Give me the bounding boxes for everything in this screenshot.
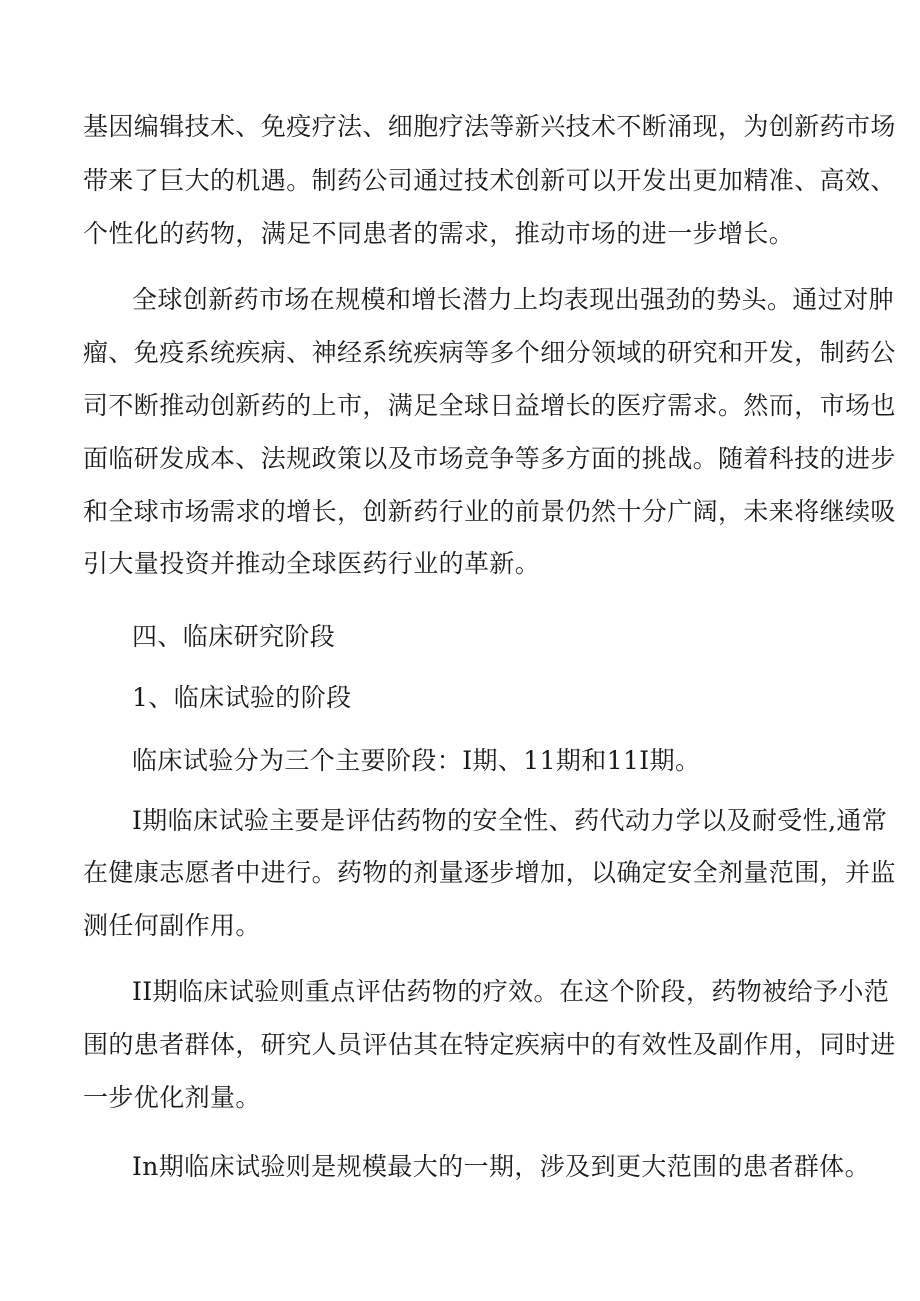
section-heading: 四、临床研究阶段 [132, 622, 336, 651]
paragraph-line: 引大量投资并推动全球医药行业的革新。 [83, 549, 541, 578]
paragraph-line: I期临床试验主要是评估药物的安全性、药代动力学以及耐受性,通常 [132, 806, 888, 835]
paragraph-line: 一步优化剂量。 [83, 1083, 261, 1112]
paragraph-line: 围的患者群体，研究人员评估其在特定疾病中的有效性及副作用，同时进 [83, 1030, 896, 1059]
paragraph-line: 司不断推动创新药的上市，满足全球日益增长的医疗需求。然而，市场也 [83, 391, 896, 420]
paragraph-6: In期临床试验则是规模最大的一期，涉及到更大范围的患者群体。 [132, 1152, 870, 1181]
paragraph-line: 带来了巨大的机遇。制药公司通过技术创新可以开发出更加精准、高效、 [83, 166, 896, 195]
paragraph-line: II期临床试验则重点评估药物的疗效。在这个阶段，药物被给予小范 [132, 977, 890, 1006]
subsection-heading: 1、临床试验的阶段 [132, 683, 352, 712]
paragraph-line: 和全球市场需求的增长，创新药行业的前景仍然十分广阔，未来将继续吸 [83, 497, 896, 526]
paragraph-line: 个性化的药物，满足不同患者的需求，推动市场的进一步增长。 [83, 219, 795, 248]
paragraph-line: 面临研发成本、法规政策以及市场竞争等多方面的挑战。随着科技的进步 [83, 444, 896, 473]
paragraph-line: 基因编辑技术、免疫疗法、细胞疗法等新兴技术不断涌现，为创新药市场 [83, 112, 896, 141]
paragraph-line: 在健康志愿者中进行。药物的剂量逐步增加，以确定安全剂量范围，并监 [83, 858, 896, 887]
paragraph-3: 临床试验分为三个主要阶段：I期、11期和11I期。 [132, 746, 701, 775]
paragraph-line: 全球创新药市场在规模和增长潜力上均表现出强劲的势头。通过对肿 [132, 285, 895, 314]
paragraph-line: 测任何副作用。 [83, 911, 261, 940]
paragraph-line: 瘤、免疫系统疾病、神经系统疾病等多个细分领域的研究和开发，制药公 [83, 338, 896, 367]
